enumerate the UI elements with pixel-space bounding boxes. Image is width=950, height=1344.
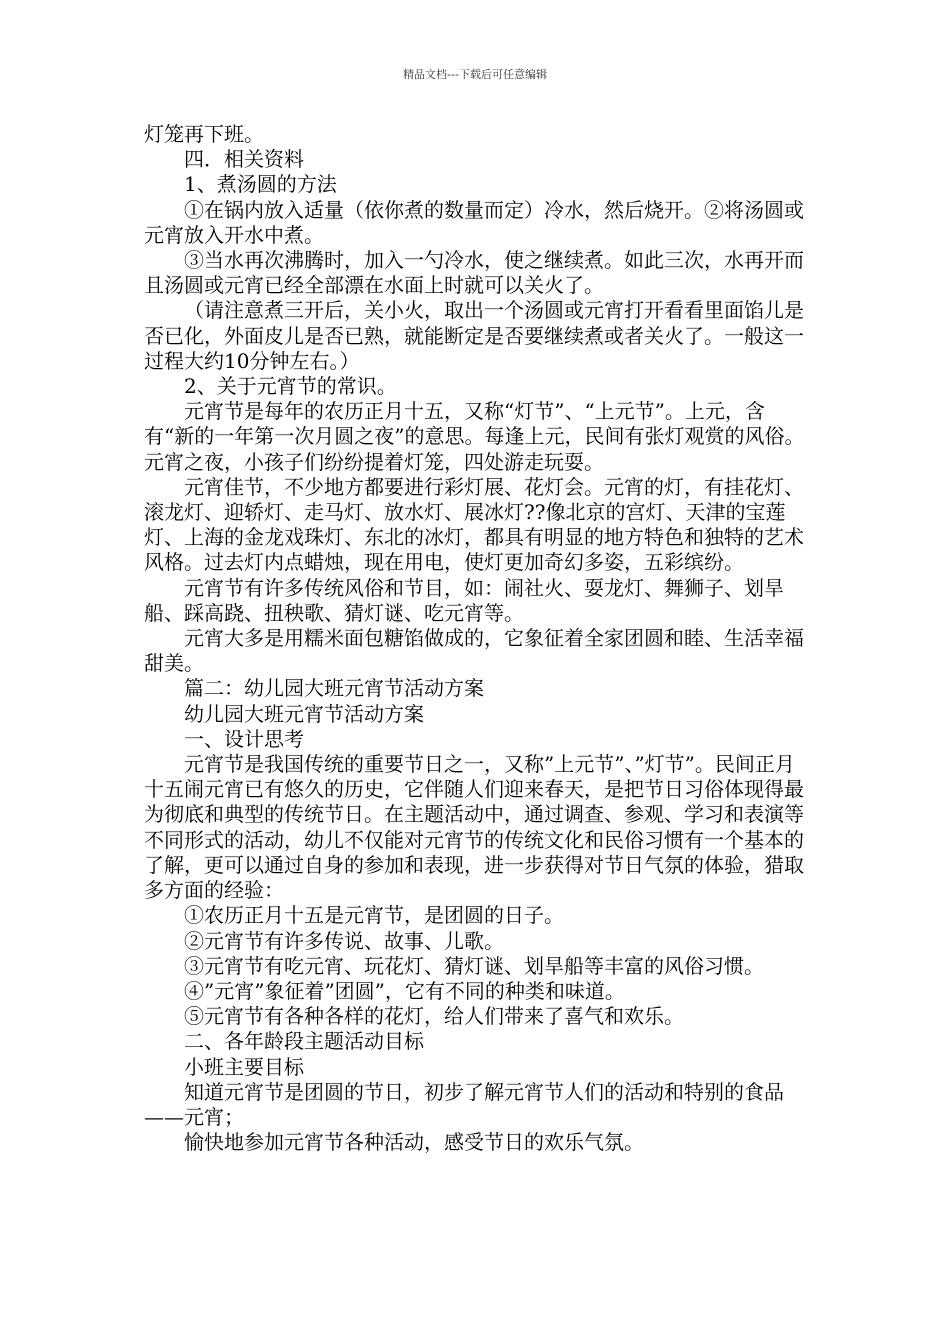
section-heading: 篇二：幼儿园大班元宵节活动方案	[184, 676, 484, 701]
paragraph: ③当水再次沸腾时，加入一勺冷水，使之继续煮。如此三次，水再开而且汤圆或元宵已经全部漂在水面上时就可以关火了。	[144, 248, 804, 298]
paragraph: 灯笼再下班。	[144, 122, 264, 146]
paragraph: （请注意煮三开后，关小火，取出一个汤圆或元宵打开看看里面馅儿是否已化，外面皮儿是否已熟，就能断定是否要继续煮或者关火了。一般这一过程大约10分钟左右。）	[144, 298, 804, 373]
subsection-heading: 2、关于元宵节的常识。	[184, 374, 397, 399]
section-heading: 二、各年龄段主题活动目标	[184, 1029, 424, 1054]
document-title: 幼儿园大班元宵节活动方案	[184, 701, 424, 726]
section-heading: 一、设计思考	[184, 726, 304, 751]
page-header: 精品文档---下载后可任意编辑	[403, 68, 547, 81]
paragraph: 知道元宵节是团圆的节日，初步了解元宵节人们的活动和特别的食品——元宵；	[144, 1079, 784, 1129]
paragraph: 元宵佳节，不少地方都要进行彩灯展、花灯会。元宵的灯，有挂花灯、滚龙灯、迎轿灯、走马灯、放水灯、展冰灯??像北京的宫灯、天津的宝莲灯、上海的金龙戏珠灯、东北的冰灯，都具有明显的地方特色和独特的艺术风格。过去灯内点蜡烛，现在用电，使灯更加奇幻多姿，五彩缤纷。	[144, 474, 804, 575]
list-item: ③元宵节有吃元宵、玩花灯、猜灯谜、划旱船等丰富的风俗习惯。	[184, 953, 764, 978]
paragraph: ①在锅内放入适量（依你煮的数量而定）冷水，然后烧开。②将汤圆或元宵放入开水中煮。	[144, 197, 804, 247]
section-heading: 四．相关资料	[184, 147, 304, 172]
paragraph: 元宵大多是用糯米面包糖馅做成的，它象征着全家团圆和睦、生活幸福甜美。	[144, 626, 804, 676]
paragraph: 愉快地参加元宵节各种活动，感受节日的欢乐气氛。	[184, 1130, 644, 1155]
list-item: ④”元宵”象征着”团圆”，它有不同的种类和味道。	[184, 978, 625, 1003]
list-item: ①农历正月十五是元宵节，是团圆的日子。	[184, 903, 564, 928]
paragraph: 元宵节有许多传统风俗和节目，如：闹社火、耍龙灯、舞狮子、划旱船、踩高跷、扭秧歌、猜灯谜、吃元宵等。	[144, 575, 784, 625]
subsection-heading: 小班主要目标	[184, 1054, 304, 1079]
document-body	[144, 122, 814, 1155]
subsection-heading: 1、煮汤圆的方法	[184, 172, 337, 197]
paragraph: 元宵节是每年的农历正月十五，又称“灯节”、“上元节”。上元，含有“新的一年第一次月圆之夜”的意思。每逢上元，民间有张灯观赏的风俗。元宵之夜，小孩子们纷纷提着灯笼，四处游走玩耍。	[144, 399, 805, 474]
list-item: ⑤元宵节有各种各样的花灯，给人们带来了喜气和欢乐。	[184, 1004, 684, 1029]
list-item: ②元宵节有许多传说、故事、儿歌。	[184, 928, 504, 953]
paragraph: 元宵节是我国传统的重要节日之一，又称”上元节”、”灯节”。民间正月十五闹元宵已有悠久的历史，它伴随人们迎来春天，是把节日习俗体现得最为彻底和典型的传统节日。在主题活动中，通过调查、参观、学习和表演等不同形式的活动，幼儿不仅能对元宵节的传统文化和民俗习惯有一个基本的了解，更可以通过自身的参加和表现，进一步获得对节日气氛的体验，猎取多方面的经验：	[144, 752, 804, 903]
